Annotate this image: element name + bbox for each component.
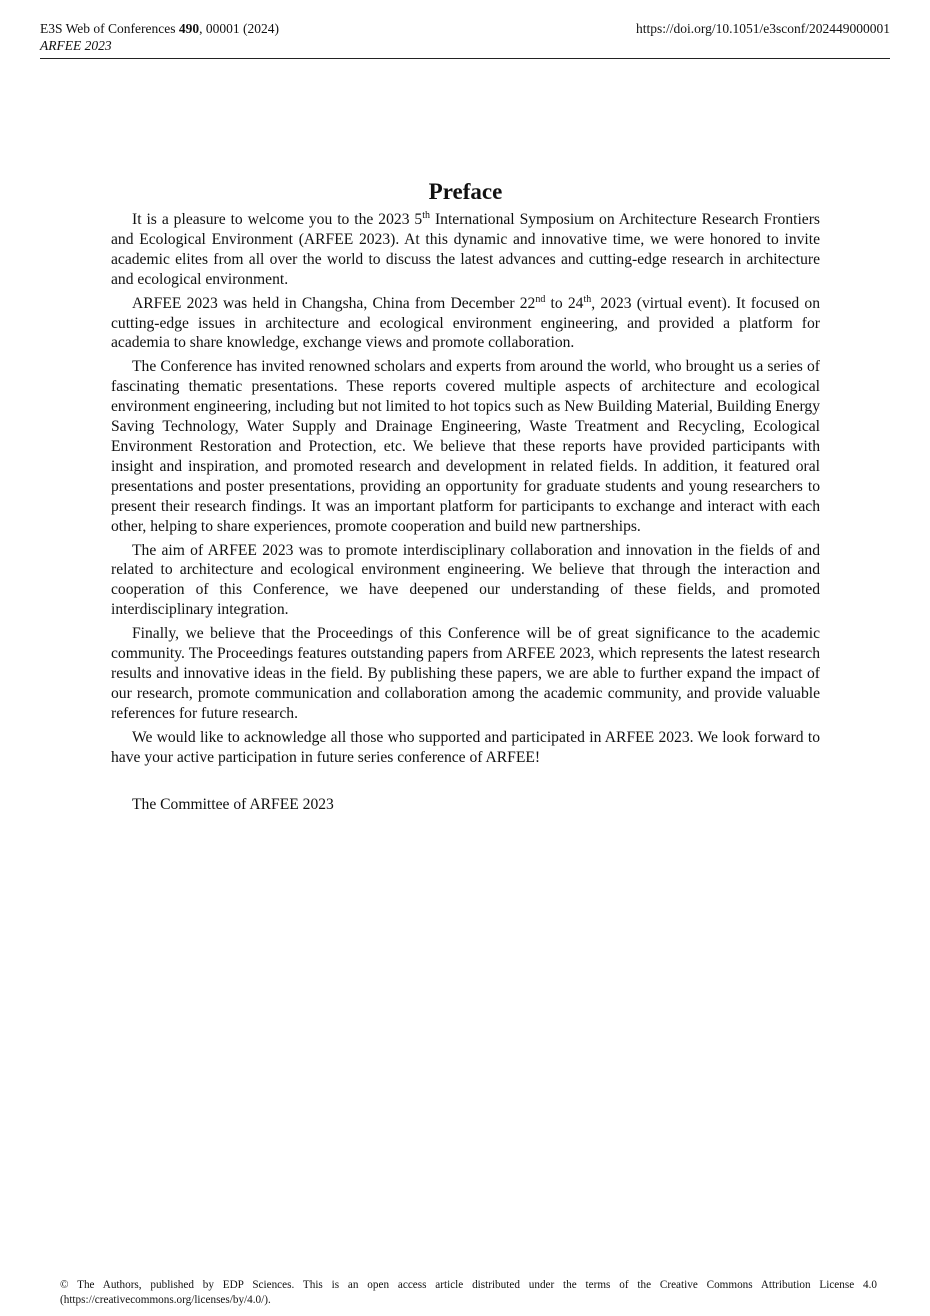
ordinal-suffix: nd: [535, 293, 546, 305]
page-header: [40, 18, 890, 59]
paragraph-text: ARFEE 2023 was held in Changsha, China from December 22: [132, 294, 536, 312]
header-left: [40, 20, 279, 54]
ordinal-suffix: th: [422, 209, 431, 221]
ordinal-suffix: th: [583, 293, 592, 305]
paragraph-presentations: The Conference has invited renowned scholars and experts from around the world, who brought us a series of fascinating thematic presentations. These reports covered multiple aspects of architecture and ecological environment engineering, including but not limited to hot topics such as New Building Material, Building Energy Saving Technology, Water Supply and Drainage Engineering, Waste Treatment and Recycling, Ecological Environment Restoration and Protection, etc. We believe that these reports have provided participants with insight and inspiration, and promoted research and development in related fields. In addition, it featured oral presentations and poster presentations, providing an opportunity for graduate students and young researchers to present their research findings. It was an important platform for participants to exchange and interact with each other, helping to share experiences, promote cooperation and build new partnerships.: [111, 358, 820, 535]
journal-citation: [40, 20, 279, 37]
signature: The Committee of ARFEE 2023: [132, 796, 334, 814]
paragraph-text: to 24: [545, 294, 584, 312]
paragraph-acknowledgement: We would like to acknowledge all those who supported and participated in ARFEE 2023. We look forward to have your active participation in future series conference of ARFEE!: [111, 728, 820, 766]
paragraph-venue: [111, 294, 820, 354]
journal-volume: 490: [178, 21, 200, 36]
paragraph-text: It is a pleasure to welcome you to the 2023 5: [132, 211, 423, 228]
paragraph-aim: The aim of ARFEE 2023 was to promote interdisciplinary collaboration and innovation in the fields of and related to architecture and ecological environment engineering. We believe that through the interaction and cooperation of this Conference, we have deepened our understanding of these fields, and promoted interdisciplinary integration.: [111, 541, 820, 619]
journal-name: E3S Web of Conferences: [40, 21, 176, 36]
article-number: , 00001 (2024): [199, 21, 280, 36]
paragraph-text: International Symposium on Architecture Research Frontiers and Ecological Environment (ARFEE 2023). At this dynamic and innovative time, we were honored to invite academic elites from all over the world to discuss the latest advances and cutting-edge research in architecture and ecological environment.: [111, 211, 820, 288]
main-content: [111, 178, 820, 815]
license-footer: © The Authors, published by EDP Sciences. This is an open access article distributed under the terms of the Creative Commons Attribution License 4.0 (https://creativecommons.org/licenses/by/4.0/).: [60, 1279, 877, 1306]
paragraph-welcome: [111, 210, 820, 290]
page-title: Preface: [428, 179, 503, 204]
conference-name: ARFEE 2023: [40, 38, 112, 53]
doi-link[interactable]: https://doi.org/10.1051/e3sconf/202449000001: [636, 21, 890, 36]
paragraph-text: , 2023 (virtual event). It focused on cutting-edge issues in architecture and ecological environment engineering, and provided a platform for academia to share knowledge, exchange views and promote collaboration.: [111, 294, 820, 352]
paragraph-proceedings: Finally, we believe that the Proceedings of this Conference will be of great significance to the academic community. The Proceedings features outstanding papers from ARFEE 2023, which represents the latest research results and innovative ideas in the field. By publishing these papers, we are able to further expand the impact of our research, promote communication and collaboration among the academic community, and provide valuable references for future research.: [111, 625, 820, 722]
